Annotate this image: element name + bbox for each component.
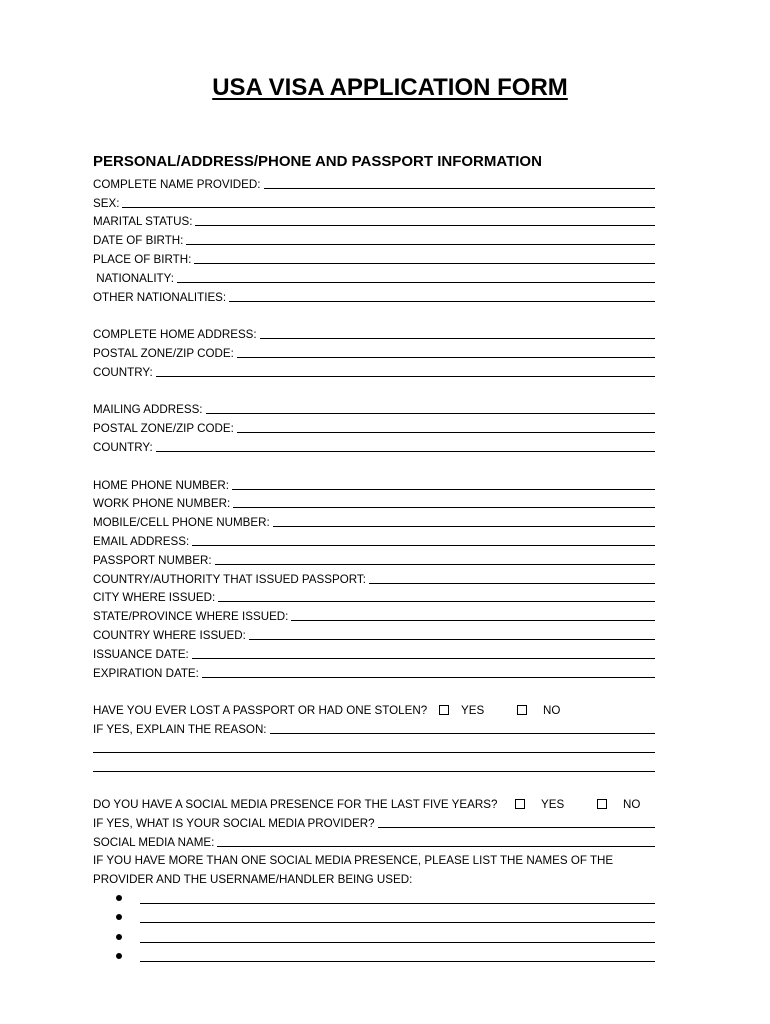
bullet-icon — [116, 914, 122, 920]
field-label: OTHER NATIONALITIES: — [93, 290, 227, 304]
email-input[interactable] — [192, 545, 655, 546]
state-issued-input[interactable] — [291, 620, 655, 621]
field-label: COUNTRY/AUTHORITY THAT ISSUED PASSPORT: — [93, 572, 366, 586]
field-label: EMAIL ADDRESS: — [93, 534, 190, 548]
field-label: SOCIAL MEDIA NAME: — [93, 835, 215, 849]
country-input[interactable] — [156, 376, 655, 377]
list-item — [93, 925, 655, 945]
field-label: MAILING ADDRESS: — [93, 403, 203, 417]
field-country — [93, 360, 655, 379]
field-label: COUNTRY WHERE ISSUED: — [93, 628, 246, 642]
field-nationality — [93, 266, 655, 285]
field-label: PLACE OF BIRTH: — [93, 252, 192, 266]
reason-continuation-input[interactable] — [93, 752, 655, 753]
social-media-name-input[interactable] — [217, 846, 655, 847]
field-issuing-authority — [93, 567, 655, 586]
field-social-media-provider — [93, 811, 655, 830]
social-media-question-row — [93, 792, 655, 811]
instruction-text: IF YOU HAVE MORE THAN ONE SOCIAL MEDIA PRESENCE, PLEASE LIST THE NAMES OF THE — [93, 854, 614, 868]
passport-number-input[interactable] — [215, 564, 655, 565]
form-title: USA VISA APPLICATION FORM — [212, 74, 568, 101]
reason-continuation-line — [93, 755, 655, 774]
field-work-phone — [93, 492, 655, 511]
home-address-input[interactable] — [260, 338, 655, 339]
field-label: IF YES, WHAT IS YOUR SOCIAL MEDIA PROVIDER? — [93, 816, 375, 830]
section-heading: PERSONAL/ADDRESS/PHONE AND PASSPORT INFORMATION — [93, 153, 542, 170]
home-phone-input[interactable] — [232, 489, 655, 490]
field-social-media-name — [93, 830, 655, 849]
field-label: COMPLETE NAME PROVIDED: — [93, 177, 261, 191]
list-item — [93, 886, 655, 906]
bullet-icon — [116, 934, 122, 940]
field-issuance-date — [93, 642, 655, 661]
field-label: DATE OF BIRTH: — [93, 234, 184, 248]
field-label: MARITAL STATUS: — [93, 215, 193, 229]
issuing-authority-input[interactable] — [369, 583, 655, 584]
field-complete-name — [93, 172, 655, 191]
field-mailing-address — [93, 398, 655, 417]
spacer — [93, 454, 655, 473]
field-label: COUNTRY: — [93, 365, 153, 379]
field-expiration-date — [93, 661, 655, 680]
field-label: POSTAL ZONE/ZIP CODE: — [93, 422, 234, 436]
field-mobile-phone — [93, 510, 655, 529]
date-of-birth-input[interactable] — [186, 244, 655, 245]
lost-passport-question: HAVE YOU EVER LOST A PASSPORT OR HAD ONE STOLEN? — [93, 704, 428, 718]
sex-input[interactable] — [122, 207, 655, 208]
field-label: MOBILE/CELL PHONE NUMBER: — [93, 516, 270, 530]
field-city-issued — [93, 586, 655, 605]
list-item — [93, 945, 655, 965]
field-sex — [93, 191, 655, 210]
lost-passport-reason-input[interactable] — [270, 733, 655, 734]
complete-name-input[interactable] — [264, 188, 656, 189]
spacer — [93, 379, 655, 398]
field-country-issued — [93, 623, 655, 642]
social-media-yes-label: YES — [541, 798, 565, 812]
field-state-issued — [93, 604, 655, 623]
marital-status-input[interactable] — [195, 225, 655, 226]
social-media-entry-input[interactable] — [140, 903, 655, 904]
social-media-provider-input[interactable] — [378, 827, 655, 828]
field-label: CITY WHERE ISSUED: — [93, 591, 216, 605]
lost-passport-yes-label: YES — [461, 704, 485, 718]
field-label: COMPLETE HOME ADDRESS: — [93, 328, 257, 342]
spacer — [93, 304, 655, 323]
city-issued-input[interactable] — [218, 601, 655, 602]
issuance-date-input[interactable] — [192, 658, 655, 659]
checkbox-icon[interactable] — [597, 799, 607, 809]
field-passport-number — [93, 548, 655, 567]
instruction-text: PROVIDER AND THE USERNAME/HANDLER BEING USED: — [93, 873, 413, 887]
social-media-instruction — [93, 867, 655, 886]
field-other-nationalities — [93, 285, 655, 304]
place-of-birth-input[interactable] — [194, 263, 655, 264]
postal-zone-input[interactable] — [237, 357, 655, 358]
list-item — [93, 906, 655, 926]
work-phone-input[interactable] — [233, 507, 655, 508]
reason-continuation-line — [93, 736, 655, 755]
mailing-postal-zone-input[interactable] — [237, 432, 655, 433]
mailing-country-input[interactable] — [156, 451, 655, 452]
reason-continuation-input[interactable] — [93, 771, 655, 772]
spacer — [93, 680, 655, 699]
form-body — [93, 172, 655, 964]
field-label: COUNTRY: — [93, 440, 153, 454]
field-lost-passport-reason — [93, 717, 655, 736]
checkbox-icon[interactable] — [515, 799, 525, 809]
mobile-phone-input[interactable] — [273, 526, 655, 527]
checkbox-icon[interactable] — [517, 705, 527, 715]
field-label: POSTAL ZONE/ZIP CODE: — [93, 346, 234, 360]
mailing-address-input[interactable] — [206, 413, 655, 414]
field-marital-status — [93, 210, 655, 229]
field-mailing-country — [93, 435, 655, 454]
bullet-icon — [116, 953, 122, 959]
social-media-instruction — [93, 849, 655, 868]
social-media-no-label: NO — [623, 798, 641, 812]
field-place-of-birth — [93, 247, 655, 266]
lost-passport-question-row — [93, 698, 655, 717]
lost-passport-no-label: NO — [543, 704, 561, 718]
country-issued-input[interactable] — [249, 639, 655, 640]
field-home-address — [93, 322, 655, 341]
field-home-phone — [93, 473, 655, 492]
social-media-question: DO YOU HAVE A SOCIAL MEDIA PRESENCE FOR THE LAST FIVE YEARS? — [93, 798, 498, 812]
field-label: SEX: — [93, 196, 120, 210]
field-label: HOME PHONE NUMBER: — [93, 478, 229, 492]
bullet-icon — [116, 895, 122, 901]
social-media-entry-input[interactable] — [140, 942, 655, 943]
other-nationalities-input[interactable] — [229, 301, 655, 302]
field-label: EXPIRATION DATE: — [93, 666, 199, 680]
field-label: STATE/PROVINCE WHERE ISSUED: — [93, 610, 289, 624]
field-label: IF YES, EXPLAIN THE REASON: — [93, 722, 267, 736]
field-email — [93, 529, 655, 548]
field-mailing-postal-zone — [93, 416, 655, 435]
nationality-input[interactable] — [177, 282, 655, 283]
field-postal-zone — [93, 341, 655, 360]
social-media-entry-input[interactable] — [140, 922, 655, 923]
field-label: ISSUANCE DATE: — [93, 647, 189, 661]
field-label: WORK PHONE NUMBER: — [93, 497, 231, 511]
field-date-of-birth — [93, 228, 655, 247]
checkbox-icon[interactable] — [439, 705, 449, 715]
field-label: NATIONALITY: — [93, 271, 174, 285]
social-media-entry-input[interactable] — [140, 961, 655, 962]
field-label: PASSPORT NUMBER: — [93, 553, 212, 567]
expiration-date-input[interactable] — [202, 677, 655, 678]
spacer — [93, 774, 655, 793]
